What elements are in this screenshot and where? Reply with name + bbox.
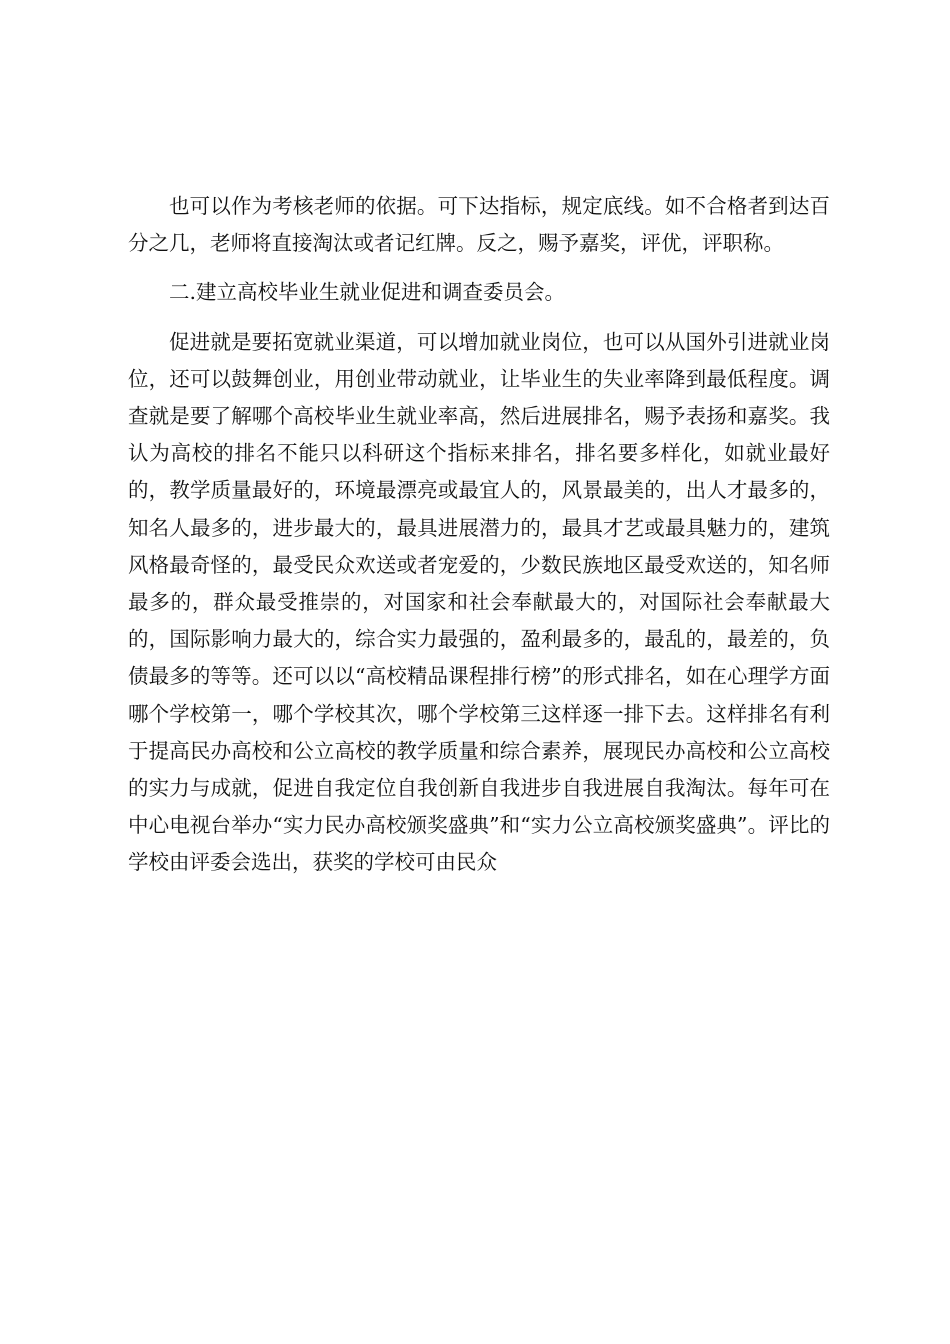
section-heading-2: 二.建立高校毕业生就业促进和调查委员会。 — [169, 280, 566, 305]
paragraph-1: 也可以作为考核老师的依据。可下达指标，规定底线。如不合格者到达百分之几，老师将直接淘汰或者记红牌。反之，赐予嘉奖，评优，评职称。 — [128, 194, 830, 256]
paragraph-3: 促进就是要拓宽就业渠道，可以增加就业岗位，也可以从国外引进就业岗位，还可以鼓舞创业，用创业带动就业，让毕业生的失业率降到最低程度。调查就是要了解哪个高校毕业生就业率高，然后进展排名，赐予表扬和嘉奖。我认为高校的排名不能只以科研这个指标来排名，排名要多样化，如就业最好的，教学质量最好的，环境最漂亮或最宜人的，风景最美的，出人才最多的，知名人最多的，进步最大的，最具进展潜力的，最具才艺或最具魅力的，建筑风格最奇怪的，最受民众欢送或者宠爱的，少数民族地区最受欢送的，知名师最多的，群众最受推崇的，对国家和社会奉献最大的，对国际社会奉献最大的，国际影响力最大的，综合实力最强的，盈利最多的，最乱的，最差的，负债最多的等等。还可以以“高校精品课程排行榜”的形式排名，如在心理学方面哪个学校第一，哪个学校其次，哪个学校第三这样逐一排下去。这样排名有利于提高民办高校和公立高校的教学质量和综合素养，展现民办高校和公立高校的实力与成就，促进自我定位自我创新自我进步自我进展自我淘汰。每年可在中心电视台举办“实力民办高校颁奖盛典”和“实力公立高校颁奖盛典”。评比的学校由评委会选出，获奖的学校可由民众 — [128, 329, 830, 875]
document-body — [128, 188, 830, 882]
